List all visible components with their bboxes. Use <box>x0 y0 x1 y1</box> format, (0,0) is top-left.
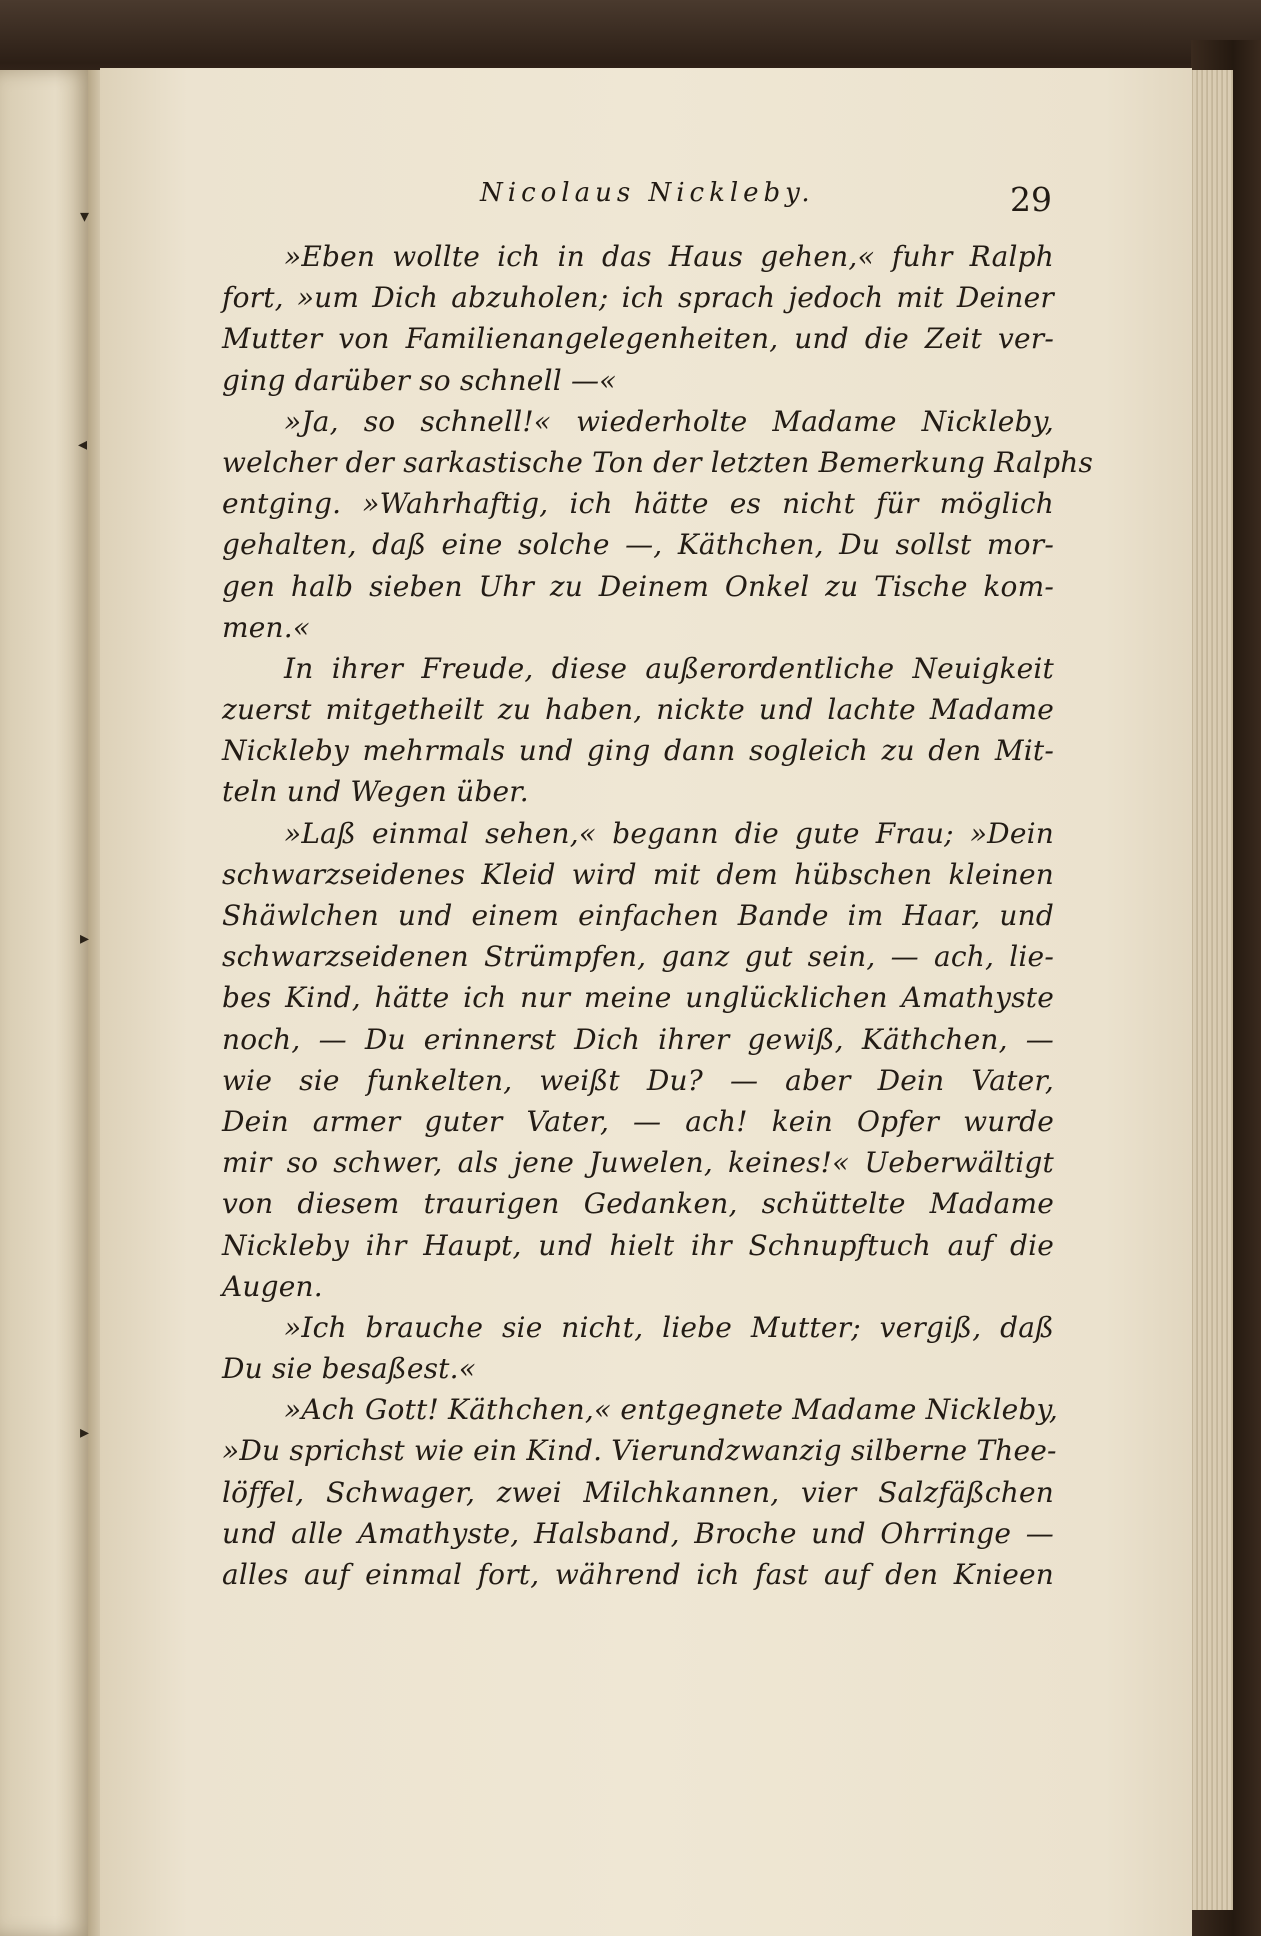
text-line: von diesem traurigen Gedanken, schüttelte Madame <box>222 1187 1054 1221</box>
margin-mark: ▸ <box>80 928 90 949</box>
text-line: »Ja, so schnell!« wiederholte Madame Nickleby, <box>284 404 1054 438</box>
text-line: Augen. <box>222 1269 323 1303</box>
text-line: teln und Wegen über. <box>222 775 529 809</box>
text-line: Mutter von Familienangelegenheiten, und die Zeit ver- <box>222 322 1054 356</box>
text-line: welcher der sarkastische Ton der letzten Bemerkung Ralphs <box>222 445 1094 479</box>
text-line: men.« <box>222 610 311 644</box>
text-line: entging. »Wahrhaftig, ich hätte es nicht für möglich <box>222 487 1054 521</box>
text-line: fort, »um Dich abzuholen; ich sprach jedoch mit Deiner <box>222 281 1054 315</box>
text-line: Nickleby mehrmals und ging dann sogleich zu den Mit- <box>222 734 1054 768</box>
text-line: Dein armer guter Vater, — ach! kein Opfer wurde <box>222 1104 1054 1138</box>
text-line: schwarzseidenes Kleid wird mit dem hübschen kleinen <box>222 857 1054 891</box>
text-line: »Ich brauche sie nicht, liebe Mutter; vergiß, daß <box>284 1310 1054 1344</box>
text-line: gen halb sieben Uhr zu Deinem Onkel zu Tische kom- <box>222 569 1054 603</box>
text-line: schwarzseidenen Strümpfen, ganz gut sein, — ach, lie- <box>222 940 1054 974</box>
margin-mark: ▸ <box>80 1422 90 1443</box>
text-line: »Laß einmal sehen,« begann die gute Frau; »Dein <box>284 816 1054 850</box>
body-text <box>222 236 1094 1595</box>
text-line: »Ach Gott! Käthchen,« entgegnete Madame Nickleby, <box>284 1393 1058 1427</box>
text-line: ging darüber so schnell —« <box>222 363 617 397</box>
page-number: 29 <box>1010 180 1052 219</box>
text-line: Shäwlchen und einem einfachen Bande im Haar, und <box>222 899 1054 932</box>
text-line: zuerst mitgetheilt zu haben, nickte und lachte Madame <box>222 693 1054 727</box>
text-line: gehalten, daß eine solche —, Käthchen, Du sollst mor- <box>222 528 1054 562</box>
text-line: und alle Amathyste, Halsband, Broche und Ohrringe — <box>222 1516 1054 1550</box>
text-line: noch, — Du erinnerst Dich ihrer gewiß, Käthchen, — <box>222 1022 1054 1056</box>
text-line: wie sie funkelten, weißt Du? — aber Dein Vater, <box>222 1063 1054 1097</box>
text-line: alles auf einmal fort, während ich fast auf den Knieen <box>222 1558 1054 1591</box>
left-page-edge <box>0 70 92 1936</box>
page-edges <box>1188 70 1233 1910</box>
text-line: In ihrer Freude, diese außerordentliche Neuigkeit <box>284 651 1054 685</box>
text-line: löffel, Schwager, zwei Milchkannen, vier Salzfäßchen <box>222 1475 1054 1509</box>
margin-mark: ◂ <box>78 434 88 455</box>
text-line: »Du sprichst wie ein Kind. Vierundzwanzig silberne Thee- <box>222 1434 1057 1468</box>
text-line: Du sie besaßest.« <box>222 1352 477 1386</box>
running-header: Nicolaus Nickleby. <box>480 178 815 208</box>
margin-mark: ▾ <box>80 206 90 227</box>
text-line: mir so schwer, als jene Juwelen, keines!« Ueberwältigt <box>222 1146 1054 1180</box>
text-line: »Eben wollte ich in das Haus gehen,« fuhr Ralph <box>284 240 1054 273</box>
text-line: Nickleby ihr Haupt, und hielt ihr Schnupftuch auf die <box>222 1228 1054 1262</box>
text-line: bes Kind, hätte ich nur meine unglücklichen Amathyste <box>222 981 1054 1015</box>
